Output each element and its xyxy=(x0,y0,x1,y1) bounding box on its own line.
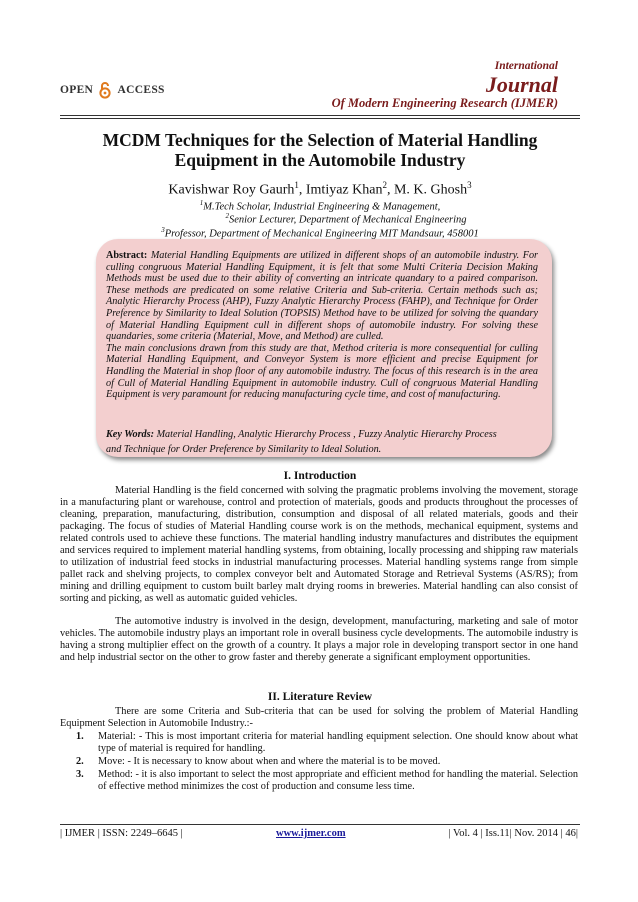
author-list: Kavishwar Roy Gaurh$^1$, Imtiyaz Khan$^2$, M. K. Ghosh$^3$ $^1$M.Tech Scholar, Industrial Engineering & Management, $^2$Senior Lecturer, Department of Mechanical Engineering $^3$Professor, Department of Mechanical Engineering MIT Mandsaur, 458001 xyxy=(60,180,580,239)
access-label: ACCESS xyxy=(117,84,165,96)
header-rule-thin xyxy=(60,118,580,119)
affiliation: $^2$Senior Lecturer, Department of Mechanical Engineering xyxy=(225,212,467,226)
keywords: Key Words: Material Handling, Analytic Hierarchy Process , Fuzzy Analytic Hierarchy Process and Technique for Order Preference by Similarity to Ideal Solution. xyxy=(106,429,497,455)
author-name: Imtiyaz Khan xyxy=(305,182,383,198)
keywords-label: Key Words: xyxy=(106,429,155,440)
open-lock-icon xyxy=(98,81,112,99)
journal-international: International xyxy=(494,60,558,72)
header-rule xyxy=(60,115,580,116)
footer-volume: | Vol. 4 | Iss.11| Nov. 2014 | 46| xyxy=(448,828,578,839)
open-access-logo xyxy=(60,81,165,99)
footer-website[interactable] xyxy=(276,828,346,839)
footer-rule xyxy=(60,824,580,825)
footer-issn: | IJMER | ISSN: 2249–6645 | xyxy=(60,828,183,839)
abstract-text: Abstract: Material Handling Equipments are utilized in different shops of an automobile industry. For culling congruous Material Handling Equipment, it is felt that some Multi Criteria Decision Making Methods must be used due to their ability of converting an intricate quandary to a paired comparison. These methods are predicated on some relative Criteria and Sub-criteria. Certain methods such as; Analytic Hierarchy Process (AHP), Fuzzy Analytic Hierarchy Process (FAHP), and Technique for Order Preference by Similarity to Ideal Solution (TOPSIS) Method have to be utilized for solving the quandary of Material Handling Equipment cull in different shops of automobile industry. For solving these quandaries, some criteria (Material, Move, and Method) are culled. The main conclusions drawn from this study are that, Method criteria is more consequential for culling Material Handling Equipment, and Conveyor System is more efficient and precise Equipment for Handling the Material in shop floor of any automobile industry. The focus of this research is in the area of Cull of Material Handling Equipment in automobile industry. Cull of congruous Material Handling Equipment is very paramount for reducing manufacturing cycle time, and cost of manufacturing. xyxy=(106,250,539,401)
list-item: 1. Material: - This is most important criteria for material handling equipment selection. One should know about what type of material is required for handling. xyxy=(76,731,578,755)
abstract-label: Abstract: xyxy=(106,250,148,261)
affiliation: $^1$M.Tech Scholar, Industrial Engineering & Management, xyxy=(199,198,441,213)
author-name: M. K. Ghosh xyxy=(393,182,468,198)
open-label: OPEN xyxy=(60,84,94,96)
list-item: 2. Move: - It is necessary to know about when and where the material is to be moved. xyxy=(76,756,441,767)
list-item: 3. Method: - it is also important to select the most appropriate and efficient method for handling the material. Selection of effective method minimizes the cost of production and consume less time. xyxy=(76,769,578,793)
journal-subtitle: Of Modern Engineering Research (IJMER) xyxy=(331,96,558,110)
paper-title: MCDM Techniques for the Selection of Material Handling Equipment in the Automobile Industry xyxy=(102,130,538,170)
affiliation: $^3$Professor, Department of Mechanical Engineering MIT Mandsaur, 458001 xyxy=(161,225,479,240)
author-name: Kavishwar Roy Gaurh xyxy=(168,182,295,198)
paragraph: The automotive industry is involved in the design, development, manufacturing, marketing and sale of motor vehicles. The automobile industry plays an important role in overall business cycle developments. The automobile industry is having a strong multiplier effect on the growth of a country. It plays a major role in developing transport sector in one hand and help industrial sector on the other to grow faster and thereby generate a significant employment opportunities. xyxy=(60,616,578,664)
journal-name: Journal xyxy=(485,72,558,97)
section-heading-introduction: I. Introduction xyxy=(283,470,357,482)
paragraph: Material Handling is the field concerned with solving the pragmatic problems involving the movement, storage in a manufacturing plant or warehouse, control and protection of materials, goods and products throughout the processes of cleaning, preparation, manufacturing, distribution, consumption and disposal of all related materials, goods and their packaging. The focus of studies of Material Handling course work is on the methods, mechanical equipment, systems and related controls used to achieve these functions. The material handling industry manufactures and distributes the equipment and services required to implement material handling systems, from obtaining, locally processing and shipping raw materials to utilization of industrial feed stocks in industrial manufacturing processes. Material handling systems range from simple pallet rack and shelving projects, to complex conveyor belt and Automated Storage and Retrieval Systems (AS/RS); from mining and drilling equipment to custom built barley malt drying rooms in breweries. Material handling can also consist of sorting and picking, as well as automatic guided vehicles. xyxy=(60,485,578,605)
website-link[interactable]: www.ijmer.com xyxy=(276,828,346,839)
section-heading-literature-review: II. Literature Review xyxy=(267,691,373,703)
paragraph: There are some Criteria and Sub-criteria that can be used for solving the problem of Material Handling Equipment Selection in Automobile Industry.:- xyxy=(60,706,578,730)
